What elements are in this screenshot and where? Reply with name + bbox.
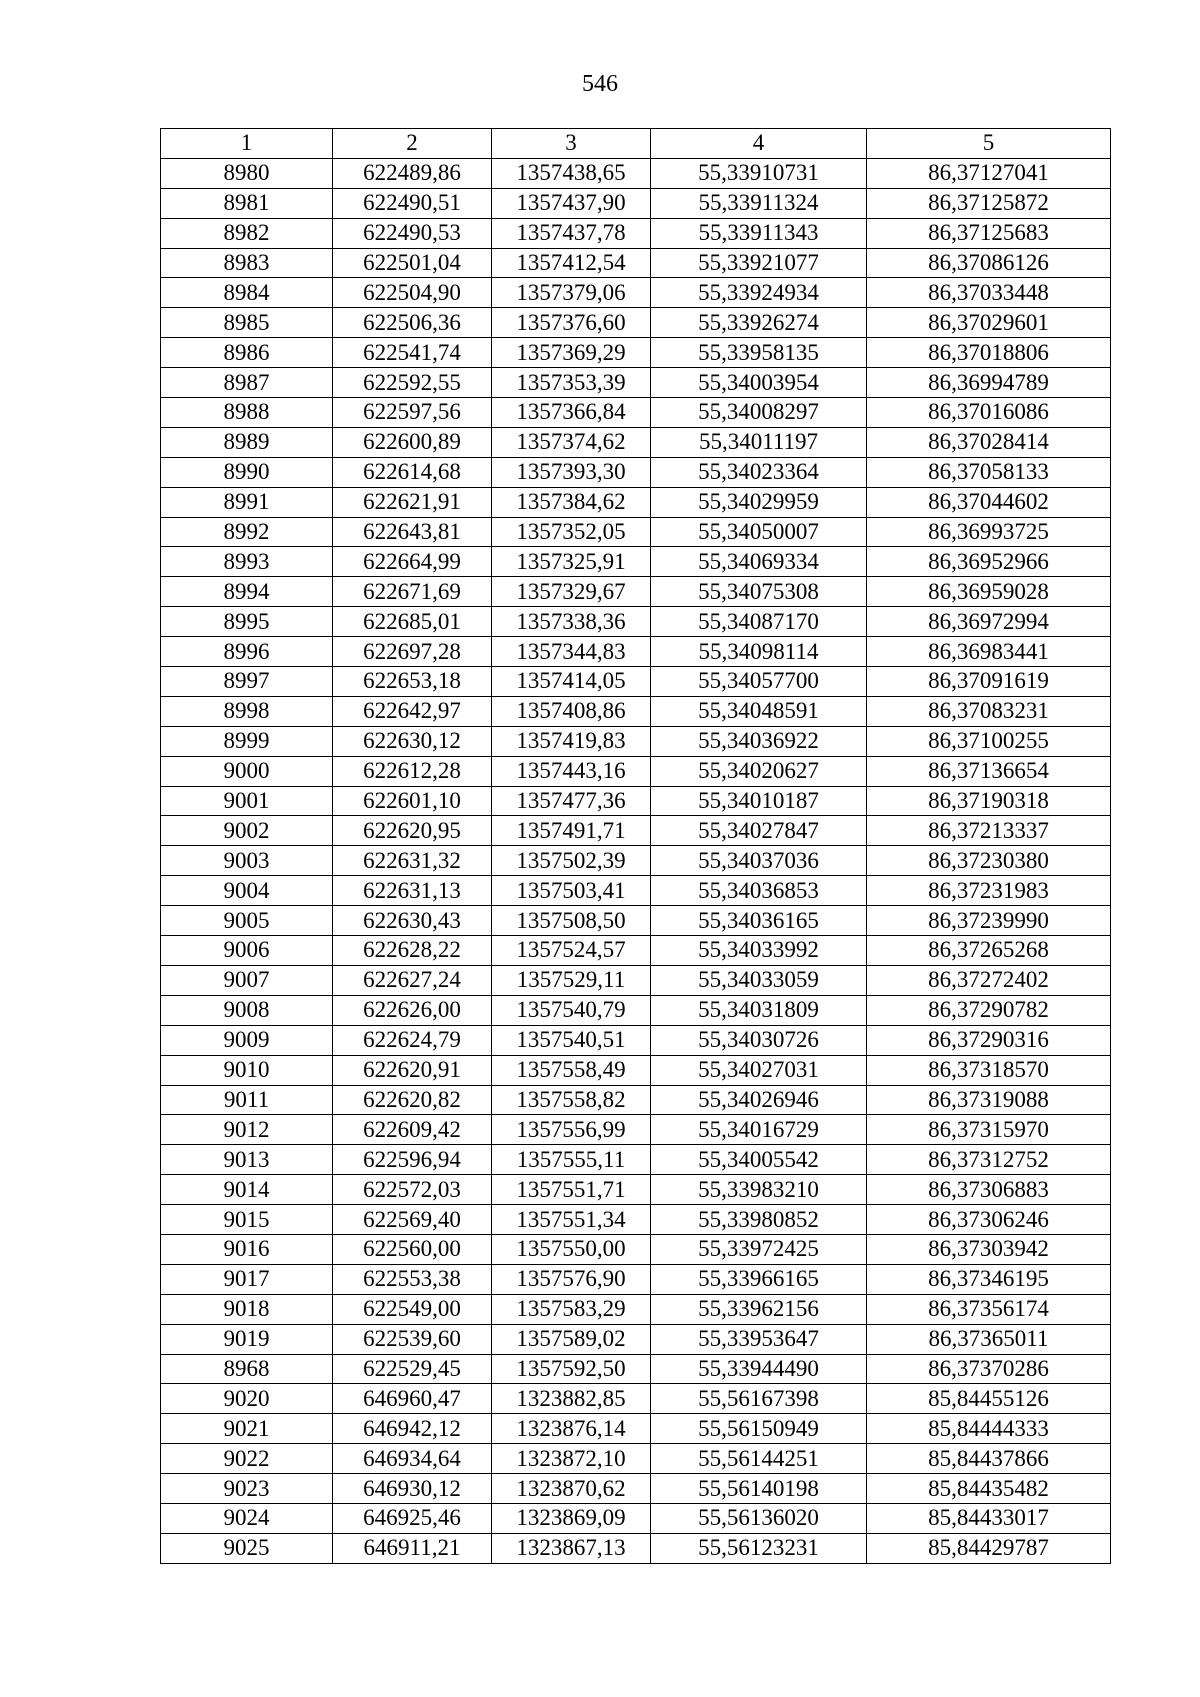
table-row — [161, 1264, 1111, 1294]
column-header-4: 4 — [651, 129, 867, 159]
table-cell-col-5: 86,37290316 — [867, 1025, 1111, 1055]
table-cell-col-5: 86,37265268 — [867, 936, 1111, 966]
table-cell-col-1: 8990 — [161, 457, 333, 487]
column-header-1: 1 — [161, 129, 333, 159]
table-cell-col-1: 8995 — [161, 607, 333, 637]
table-cell-col-2: 622592,55 — [333, 368, 492, 398]
table-cell-col-1: 9020 — [161, 1384, 333, 1414]
table-cell-col-4: 55,34033059 — [651, 965, 867, 995]
table-cell-col-1: 9004 — [161, 876, 333, 906]
table-cell-col-3: 1357376,60 — [492, 308, 651, 338]
table-cell-col-5: 86,37306246 — [867, 1205, 1111, 1235]
table-cell-col-4: 55,33926274 — [651, 308, 867, 338]
table-cell-col-2: 622597,56 — [333, 398, 492, 428]
table-cell-col-1: 9009 — [161, 1025, 333, 1055]
table-cell-col-3: 1323869,09 — [492, 1503, 651, 1533]
table-cell-col-1: 9022 — [161, 1444, 333, 1474]
table-cell-col-3: 1323882,85 — [492, 1384, 651, 1414]
table-cell-col-5: 85,84455126 — [867, 1384, 1111, 1414]
table-cell-col-3: 1323870,62 — [492, 1474, 651, 1504]
table-row — [161, 218, 1111, 248]
table-cell-col-4: 55,34087170 — [651, 607, 867, 637]
table-cell-col-1: 9000 — [161, 756, 333, 786]
table-cell-col-3: 1357412,54 — [492, 248, 651, 278]
table-cell-col-4: 55,34048591 — [651, 696, 867, 726]
table-cell-col-5: 86,37028414 — [867, 427, 1111, 457]
table-cell-col-5: 86,37318570 — [867, 1055, 1111, 1085]
table-cell-col-2: 622631,13 — [333, 876, 492, 906]
table-cell-col-1: 8985 — [161, 308, 333, 338]
table-cell-col-1: 9016 — [161, 1234, 333, 1264]
table-cell-col-1: 9019 — [161, 1324, 333, 1354]
table-row — [161, 1474, 1111, 1504]
table-cell-col-4: 55,33911324 — [651, 188, 867, 218]
table-cell-col-5: 86,37100255 — [867, 726, 1111, 756]
table-row — [161, 696, 1111, 726]
table-cell-col-1: 8983 — [161, 248, 333, 278]
table-cell-col-1: 8981 — [161, 188, 333, 218]
table-row — [161, 1503, 1111, 1533]
table-cell-col-4: 55,34027031 — [651, 1055, 867, 1085]
table-cell-col-2: 622489,86 — [333, 158, 492, 188]
table-row — [161, 517, 1111, 547]
table-cell-col-2: 622671,69 — [333, 577, 492, 607]
table-cell-col-1: 8999 — [161, 726, 333, 756]
table-cell-col-2: 646911,21 — [333, 1533, 492, 1563]
table-cell-col-3: 1357556,99 — [492, 1115, 651, 1145]
table-cell-col-3: 1357540,51 — [492, 1025, 651, 1055]
table-cell-col-4: 55,34098114 — [651, 637, 867, 667]
table-cell-col-2: 622560,00 — [333, 1234, 492, 1264]
table-cell-col-5: 86,37044602 — [867, 487, 1111, 517]
table-row — [161, 577, 1111, 607]
table-cell-col-5: 86,37136654 — [867, 756, 1111, 786]
coordinates-table — [160, 128, 1111, 1564]
table-cell-col-2: 622572,03 — [333, 1175, 492, 1205]
table-cell-col-3: 1357438,65 — [492, 158, 651, 188]
table-cell-col-5: 85,84429787 — [867, 1533, 1111, 1563]
table-cell-col-4: 55,34036165 — [651, 906, 867, 936]
table-cell-col-4: 55,34008297 — [651, 398, 867, 428]
table-cell-col-1: 8989 — [161, 427, 333, 457]
table-cell-col-4: 55,34016729 — [651, 1115, 867, 1145]
table-cell-col-2: 622620,91 — [333, 1055, 492, 1085]
table-row — [161, 1533, 1111, 1563]
table-cell-col-1: 8988 — [161, 398, 333, 428]
table-cell-col-3: 1357555,11 — [492, 1145, 651, 1175]
table-row — [161, 547, 1111, 577]
table-cell-col-2: 622630,43 — [333, 906, 492, 936]
table-cell-col-5: 85,84433017 — [867, 1503, 1111, 1533]
table-row — [161, 726, 1111, 756]
table-cell-col-5: 86,37058133 — [867, 457, 1111, 487]
table-body — [161, 158, 1111, 1563]
table-cell-col-2: 646925,46 — [333, 1503, 492, 1533]
table-cell-col-4: 55,34036922 — [651, 726, 867, 756]
table-cell-col-3: 1323867,13 — [492, 1533, 651, 1563]
table-cell-col-3: 1357325,91 — [492, 547, 651, 577]
table-row — [161, 1055, 1111, 1085]
table-cell-col-1: 9024 — [161, 1503, 333, 1533]
table-cell-col-4: 55,33924934 — [651, 278, 867, 308]
table-cell-col-2: 622539,60 — [333, 1324, 492, 1354]
table-cell-col-1: 9015 — [161, 1205, 333, 1235]
table-cell-col-3: 1357443,16 — [492, 756, 651, 786]
table-cell-col-2: 622627,24 — [333, 965, 492, 995]
table-row — [161, 876, 1111, 906]
table-cell-col-2: 622642,97 — [333, 696, 492, 726]
table-cell-col-1: 9023 — [161, 1474, 333, 1504]
table-cell-col-2: 622643,81 — [333, 517, 492, 547]
table-row — [161, 188, 1111, 218]
table-cell-col-4: 55,33958135 — [651, 338, 867, 368]
table-cell-col-5: 86,37231983 — [867, 876, 1111, 906]
table-cell-col-4: 55,34027847 — [651, 816, 867, 846]
table-cell-col-4: 55,33910731 — [651, 158, 867, 188]
table-cell-col-3: 1357384,62 — [492, 487, 651, 517]
table-cell-col-3: 1357558,82 — [492, 1085, 651, 1115]
table-cell-col-1: 9011 — [161, 1085, 333, 1115]
table-row — [161, 1354, 1111, 1384]
table-cell-col-3: 1357329,67 — [492, 577, 651, 607]
table-cell-col-2: 646960,47 — [333, 1384, 492, 1414]
table-cell-col-3: 1357508,50 — [492, 906, 651, 936]
table-cell-col-1: 9021 — [161, 1414, 333, 1444]
table-cell-col-4: 55,56150949 — [651, 1414, 867, 1444]
table-cell-col-2: 622596,94 — [333, 1145, 492, 1175]
table-cell-col-3: 1357352,05 — [492, 517, 651, 547]
table-cell-col-2: 622631,32 — [333, 846, 492, 876]
table-cell-col-4: 55,34057700 — [651, 667, 867, 697]
table-cell-col-5: 86,37127041 — [867, 158, 1111, 188]
table-cell-col-1: 8996 — [161, 637, 333, 667]
table-cell-col-1: 8980 — [161, 158, 333, 188]
table-cell-col-5: 86,37319088 — [867, 1085, 1111, 1115]
table-cell-col-3: 1357524,57 — [492, 936, 651, 966]
table-cell-col-5: 86,36972994 — [867, 607, 1111, 637]
table-cell-col-3: 1357551,71 — [492, 1175, 651, 1205]
table-cell-col-4: 55,34030726 — [651, 1025, 867, 1055]
table-cell-col-2: 622620,82 — [333, 1085, 492, 1115]
table-cell-col-1: 8991 — [161, 487, 333, 517]
table-cell-col-4: 55,33980852 — [651, 1205, 867, 1235]
table-cell-col-1: 9001 — [161, 786, 333, 816]
table-cell-col-4: 55,34026946 — [651, 1085, 867, 1115]
table-cell-col-2: 622628,22 — [333, 936, 492, 966]
table-cell-col-3: 1357558,49 — [492, 1055, 651, 1085]
table-cell-col-5: 86,37239990 — [867, 906, 1111, 936]
table-cell-col-3: 1357437,90 — [492, 188, 651, 218]
table-cell-col-3: 1357437,78 — [492, 218, 651, 248]
table-cell-col-1: 8992 — [161, 517, 333, 547]
header-row — [161, 129, 1111, 159]
table-cell-col-1: 8994 — [161, 577, 333, 607]
table-cell-col-1: 9017 — [161, 1264, 333, 1294]
table-cell-col-1: 9014 — [161, 1175, 333, 1205]
table-cell-col-3: 1357576,90 — [492, 1264, 651, 1294]
table-cell-col-5: 86,37346195 — [867, 1264, 1111, 1294]
table-row — [161, 308, 1111, 338]
table-cell-col-1: 8997 — [161, 667, 333, 697]
table-cell-col-5: 86,36993725 — [867, 517, 1111, 547]
table-cell-col-4: 55,56136020 — [651, 1503, 867, 1533]
table-row — [161, 1234, 1111, 1264]
table-cell-col-2: 622600,89 — [333, 427, 492, 457]
table-cell-col-3: 1357366,84 — [492, 398, 651, 428]
table-cell-col-2: 622614,68 — [333, 457, 492, 487]
table-cell-col-4: 55,34010187 — [651, 786, 867, 816]
table-cell-col-2: 622601,10 — [333, 786, 492, 816]
table-cell-col-1: 8987 — [161, 368, 333, 398]
table-cell-col-5: 85,84444333 — [867, 1414, 1111, 1444]
table-row — [161, 1175, 1111, 1205]
table-cell-col-2: 622549,00 — [333, 1294, 492, 1324]
table-row — [161, 965, 1111, 995]
table-row — [161, 607, 1111, 637]
table-cell-col-3: 1357374,62 — [492, 427, 651, 457]
table-cell-col-5: 86,36952966 — [867, 547, 1111, 577]
column-header-5: 5 — [867, 129, 1111, 159]
table-cell-col-1: 9008 — [161, 995, 333, 1025]
table-row — [161, 667, 1111, 697]
table-cell-col-3: 1357369,29 — [492, 338, 651, 368]
table-row — [161, 427, 1111, 457]
table-cell-col-4: 55,33953647 — [651, 1324, 867, 1354]
table-cell-col-2: 622541,74 — [333, 338, 492, 368]
table-cell-col-5: 86,37125872 — [867, 188, 1111, 218]
table-row — [161, 1145, 1111, 1175]
table-cell-col-4: 55,34037036 — [651, 846, 867, 876]
table-cell-col-4: 55,33962156 — [651, 1294, 867, 1324]
table-cell-col-5: 86,37083231 — [867, 696, 1111, 726]
table-cell-col-3: 1357393,30 — [492, 457, 651, 487]
table-row — [161, 816, 1111, 846]
table-cell-col-4: 55,56140198 — [651, 1474, 867, 1504]
table-cell-col-1: 9013 — [161, 1145, 333, 1175]
table-cell-col-5: 86,37290782 — [867, 995, 1111, 1025]
table-cell-col-2: 622621,91 — [333, 487, 492, 517]
table-cell-col-4: 55,34020627 — [651, 756, 867, 786]
table-row — [161, 1294, 1111, 1324]
table-cell-col-5: 86,37091619 — [867, 667, 1111, 697]
table-row — [161, 1444, 1111, 1474]
table-row — [161, 487, 1111, 517]
table-cell-col-4: 55,34031809 — [651, 995, 867, 1025]
table-row — [161, 846, 1111, 876]
table-row — [161, 398, 1111, 428]
table-cell-col-4: 55,33972425 — [651, 1234, 867, 1264]
column-header-2: 2 — [333, 129, 492, 159]
table-cell-col-4: 55,34036853 — [651, 876, 867, 906]
table-cell-col-5: 86,37356174 — [867, 1294, 1111, 1324]
table-cell-col-1: 8986 — [161, 338, 333, 368]
table-cell-col-5: 86,37312752 — [867, 1145, 1111, 1175]
table-row — [161, 338, 1111, 368]
table-cell-col-3: 1357344,83 — [492, 637, 651, 667]
table-cell-col-1: 8998 — [161, 696, 333, 726]
table-cell-col-2: 622506,36 — [333, 308, 492, 338]
table-cell-col-5: 86,37306883 — [867, 1175, 1111, 1205]
table-cell-col-4: 55,33983210 — [651, 1175, 867, 1205]
table-cell-col-5: 86,36994789 — [867, 368, 1111, 398]
table-cell-col-2: 622569,40 — [333, 1205, 492, 1235]
table-cell-col-5: 86,37303942 — [867, 1234, 1111, 1264]
table-cell-col-1: 9005 — [161, 906, 333, 936]
table-cell-col-4: 55,56123231 — [651, 1533, 867, 1563]
table-cell-col-5: 86,37272402 — [867, 965, 1111, 995]
table-cell-col-3: 1357589,02 — [492, 1324, 651, 1354]
table-row — [161, 457, 1111, 487]
table-row — [161, 1324, 1111, 1354]
table-cell-col-3: 1357583,29 — [492, 1294, 651, 1324]
table-row — [161, 1205, 1111, 1235]
table-cell-col-5: 86,36983441 — [867, 637, 1111, 667]
table-row — [161, 1115, 1111, 1145]
table-cell-col-5: 86,37018806 — [867, 338, 1111, 368]
column-header-3: 3 — [492, 129, 651, 159]
table-cell-col-2: 622529,45 — [333, 1354, 492, 1384]
table-cell-col-1: 8993 — [161, 547, 333, 577]
table-cell-col-3: 1323872,10 — [492, 1444, 651, 1474]
table-cell-col-4: 55,34033992 — [651, 936, 867, 966]
table-cell-col-2: 622553,38 — [333, 1264, 492, 1294]
table-cell-col-5: 85,84437866 — [867, 1444, 1111, 1474]
page-number: 546 — [582, 71, 618, 97]
table-cell-col-4: 55,34029959 — [651, 487, 867, 517]
table-cell-col-2: 622612,28 — [333, 756, 492, 786]
table-cell-col-1: 9018 — [161, 1294, 333, 1324]
table-cell-col-2: 646934,64 — [333, 1444, 492, 1474]
table-cell-col-2: 622685,01 — [333, 607, 492, 637]
table-cell-col-2: 622490,51 — [333, 188, 492, 218]
table-cell-col-3: 1357592,50 — [492, 1354, 651, 1384]
table-row — [161, 278, 1111, 308]
table-cell-col-1: 9007 — [161, 965, 333, 995]
table-cell-col-5: 86,37370286 — [867, 1354, 1111, 1384]
table-row — [161, 756, 1111, 786]
table-cell-col-4: 55,56144251 — [651, 1444, 867, 1474]
table-cell-col-1: 8984 — [161, 278, 333, 308]
table-row — [161, 1025, 1111, 1055]
table-cell-col-3: 1357338,36 — [492, 607, 651, 637]
table-cell-col-4: 55,34003954 — [651, 368, 867, 398]
table-cell-col-4: 55,33944490 — [651, 1354, 867, 1384]
table-row — [161, 995, 1111, 1025]
table-row — [161, 936, 1111, 966]
table-cell-col-3: 1357550,00 — [492, 1234, 651, 1264]
table-cell-col-3: 1357379,06 — [492, 278, 651, 308]
table-cell-col-5: 86,37029601 — [867, 308, 1111, 338]
table-cell-col-2: 622620,95 — [333, 816, 492, 846]
table-row — [161, 1414, 1111, 1444]
table-cell-col-5: 86,37315970 — [867, 1115, 1111, 1145]
table-cell-col-4: 55,33966165 — [651, 1264, 867, 1294]
table-cell-col-5: 86,37125683 — [867, 218, 1111, 248]
table-row — [161, 906, 1111, 936]
table-cell-col-5: 86,37190318 — [867, 786, 1111, 816]
table-cell-col-3: 1357529,11 — [492, 965, 651, 995]
table-cell-col-2: 622664,99 — [333, 547, 492, 577]
table-cell-col-2: 646942,12 — [333, 1414, 492, 1444]
table-cell-col-4: 55,34023364 — [651, 457, 867, 487]
table-row — [161, 1384, 1111, 1414]
table-cell-col-3: 1357491,71 — [492, 816, 651, 846]
table-cell-col-1: 9010 — [161, 1055, 333, 1085]
table-cell-col-2: 622609,42 — [333, 1115, 492, 1145]
table-cell-col-4: 55,56167398 — [651, 1384, 867, 1414]
table-cell-col-5: 86,37086126 — [867, 248, 1111, 278]
table-cell-col-2: 646930,12 — [333, 1474, 492, 1504]
table-cell-col-3: 1357477,36 — [492, 786, 651, 816]
table-row — [161, 637, 1111, 667]
table-cell-col-3: 1357419,83 — [492, 726, 651, 756]
table-row — [161, 248, 1111, 278]
table-cell-col-2: 622697,28 — [333, 637, 492, 667]
table-cell-col-5: 86,37230380 — [867, 846, 1111, 876]
table-cell-col-4: 55,34011197 — [651, 427, 867, 457]
table-cell-col-5: 86,37365011 — [867, 1324, 1111, 1354]
table-cell-col-1: 9002 — [161, 816, 333, 846]
table-cell-col-4: 55,34069334 — [651, 547, 867, 577]
table-cell-col-4: 55,33921077 — [651, 248, 867, 278]
table-cell-col-4: 55,34050007 — [651, 517, 867, 547]
table-row — [161, 368, 1111, 398]
table-cell-col-2: 622626,00 — [333, 995, 492, 1025]
table-cell-col-3: 1357502,39 — [492, 846, 651, 876]
table-cell-col-2: 622624,79 — [333, 1025, 492, 1055]
table-cell-col-4: 55,34005542 — [651, 1145, 867, 1175]
table-cell-col-3: 1357353,39 — [492, 368, 651, 398]
table-cell-col-1: 8982 — [161, 218, 333, 248]
table-cell-col-3: 1357551,34 — [492, 1205, 651, 1235]
table-header — [161, 129, 1111, 159]
table-cell-col-2: 622490,53 — [333, 218, 492, 248]
table-cell-col-3: 1357414,05 — [492, 667, 651, 697]
table-cell-col-1: 9003 — [161, 846, 333, 876]
table-cell-col-5: 86,37213337 — [867, 816, 1111, 846]
table-cell-col-3: 1323876,14 — [492, 1414, 651, 1444]
table-cell-col-5: 86,37016086 — [867, 398, 1111, 428]
table-cell-col-5: 85,84435482 — [867, 1474, 1111, 1504]
table-cell-col-3: 1357503,41 — [492, 876, 651, 906]
table-cell-col-4: 55,34075308 — [651, 577, 867, 607]
table-cell-col-5: 86,37033448 — [867, 278, 1111, 308]
table-row — [161, 786, 1111, 816]
table-cell-col-1: 8968 — [161, 1354, 333, 1384]
table-cell-col-2: 622501,04 — [333, 248, 492, 278]
table-cell-col-1: 9006 — [161, 936, 333, 966]
table-cell-col-1: 9025 — [161, 1533, 333, 1563]
table-cell-col-3: 1357408,86 — [492, 696, 651, 726]
table-cell-col-1: 9012 — [161, 1115, 333, 1145]
table-cell-col-5: 86,36959028 — [867, 577, 1111, 607]
table-row — [161, 1085, 1111, 1115]
table-cell-col-3: 1357540,79 — [492, 995, 651, 1025]
table-cell-col-2: 622653,18 — [333, 667, 492, 697]
table-cell-col-2: 622504,90 — [333, 278, 492, 308]
table-cell-col-2: 622630,12 — [333, 726, 492, 756]
table-row — [161, 158, 1111, 188]
table-cell-col-4: 55,33911343 — [651, 218, 867, 248]
